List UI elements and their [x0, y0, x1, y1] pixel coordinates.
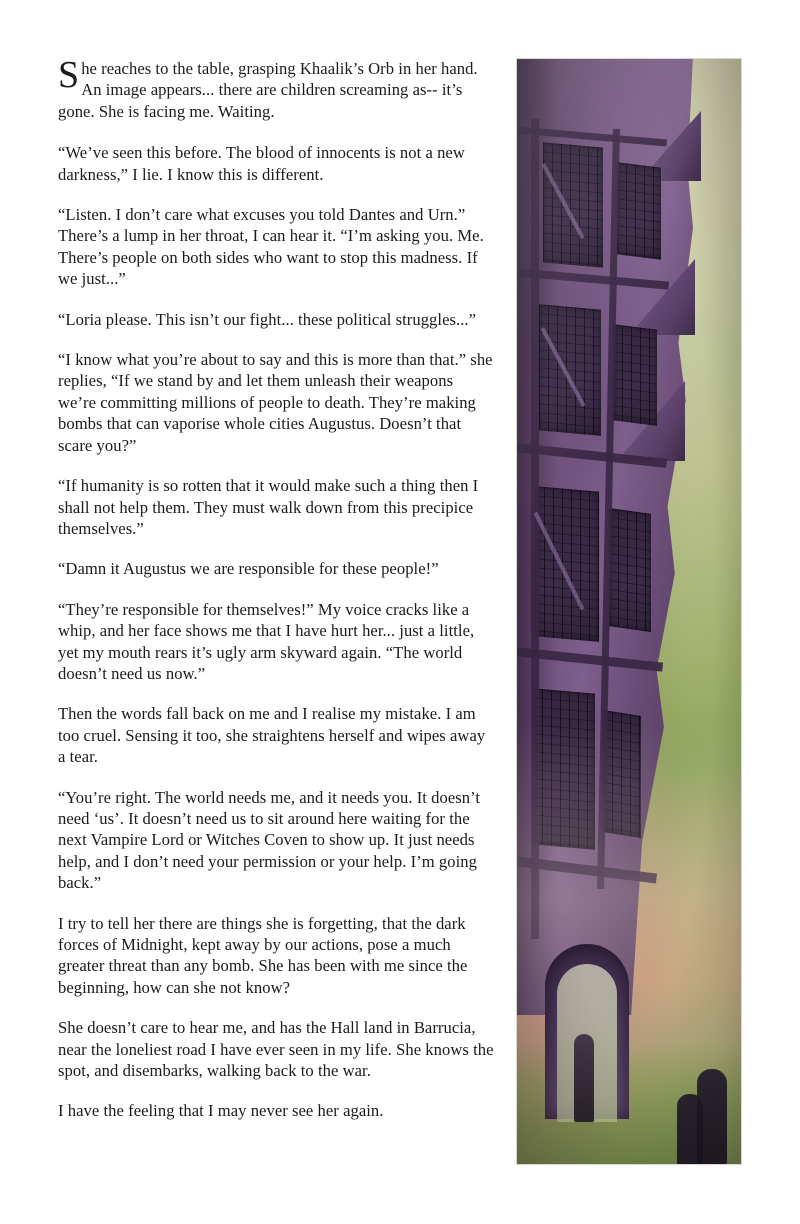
paragraph-2: “We’ve seen this before. The blood of innocents is not a new darkness,” I lie. I know this is different.: [58, 143, 465, 184]
paragraph-5: “I know what you’re about to say and this is more than that.” she replies, “If we stand by and let them unleash their weapons we’re committing millions of people to death. They’re making bombs that can vaporise whole cities Augustus. Doesn’t that scare you?”: [58, 350, 493, 455]
paragraph-7: “Damn it Augustus we are responsible for these people!”: [58, 559, 439, 579]
paragraph-10: “You’re right. The world needs me, and it needs you. It doesn’t need ‘us’. It doesn’t need us to sit around here waiting for the next Vampire Lord or Witches Coven to show up. It just needs help, and I don’t need your permission or your help. I’m going back.”: [58, 787, 481, 893]
paragraph-9: Then the words fall back on me and I realise my mistake. I am too cruel. Sensing it too, she straightens herself and wipes away a tear.: [58, 704, 486, 767]
paragraph-12: She doesn’t care to hear me, and has the Hall land in Barrucia, near the loneliest road I have ever seen in my life. She knows the spot, and disembarks, walking back to the war.: [58, 1018, 494, 1081]
paragraph-6: “If humanity is so rotten that it would make such a thing then I shall not help them. They must walk down from this precipice themselves.”: [58, 476, 479, 538]
drop-cap: S: [58, 54, 80, 96]
illustration-vignette: [517, 59, 741, 1164]
paragraph-1: [58, 54, 494, 122]
paragraph-1-text: he reaches to the table, grasping Khaalik’s Orb in her hand. An image appears... there are children screaming as-- it’s gone. She is facing me. Waiting.: [58, 59, 478, 121]
story-text-column: [58, 54, 494, 1170]
paragraph-11: I try to tell her there are things she is forgetting, that the dark forces of Midnight, kept away by our actions, pose a much greater threat than any bomb. She has been with me since the beginning, how can she not know?: [58, 913, 468, 997]
paragraph-4: “Loria please. This isn’t our fight... these political struggles...”: [58, 309, 476, 329]
paragraph-13: I have the feeling that I may never see her again.: [58, 1101, 384, 1121]
illustration-panel: [516, 58, 742, 1165]
paragraph-8: “They’re responsible for themselves!” My voice cracks like a whip, and her face shows me that I have hurt her... just a little, yet my mouth rears it’s ugly arm skyward again. “The world doesn’t need us now.”: [58, 599, 475, 683]
paragraph-3: “Listen. I don’t care what excuses you told Dantes and Urn.” There’s a lump in her throat, I can hear it. “I’m asking you. Me. There’s people on both sides who want to stop this madness. If we just...”: [58, 205, 484, 289]
